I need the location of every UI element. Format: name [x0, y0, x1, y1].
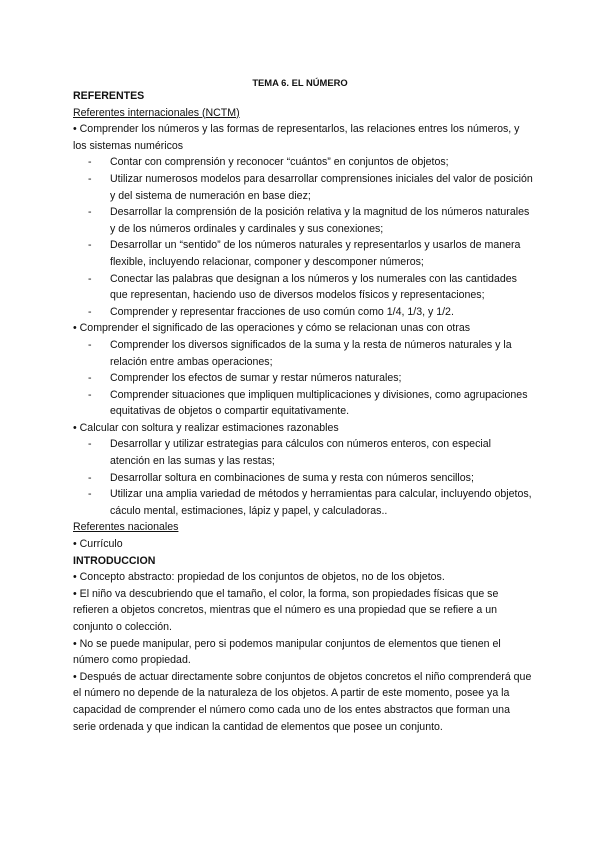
list-item: - Comprender y representar fracciones de uso común como 1/4, 1/3, y 1/2.	[73, 304, 533, 321]
nacionales-heading: Referentes nacionales	[73, 521, 179, 534]
list-item: - Utilizar numerosos modelos para desarrollar comprensiones iniciales del valor de posición y del sistema de numeración en base diez;	[73, 171, 533, 204]
intro-paragraph: • No se puede manipular, pero si podemos manipular conjuntos de elementos que tienen el número como propiedad.	[73, 637, 501, 667]
list-item: - Comprender los diversos significados de la suma y la resta de números naturales y la relación entre ambas operaciones;	[73, 337, 533, 370]
list-item: - Desarrollar la comprensión de la posición relativa y la magnitud de los números naturales y de los números ordinales y cardinales y sus conexiones;	[73, 204, 533, 237]
intro-paragraph: • El niño va descubriendo que el tamaño, el color, la forma, son propiedades físicas que se refieren a objetos concretos, mientras que el número es una propiedad que se refiere a un conjunto o colección.	[73, 587, 499, 633]
bullet-operaciones: • Comprender el significado de las operaciones y cómo se relacionan unas con otras	[73, 322, 471, 335]
bullet-calcular: • Calcular con soltura y realizar estimaciones razonables	[73, 421, 339, 434]
list-item: - Comprender situaciones que impliquen multiplicaciones y divisiones, como agrupaciones equitativas de objetos o compartir equitativamente.	[73, 387, 533, 420]
bullet-numeros: • Comprender los números y las formas de representarlos, las relaciones entres los números, y los sistemas numéricos	[73, 123, 520, 152]
document-body	[73, 88, 533, 735]
intro-paragraph: • Concepto abstracto: propiedad de los conjuntos de objetos, no de los objetos.	[73, 571, 445, 584]
list-item: - Contar con comprensión y reconocer “cuántos” en conjuntos de objetos;	[73, 154, 533, 171]
referentes-heading: REFERENTES	[73, 90, 145, 102]
page-title: TEMA 6. EL NÚMERO	[252, 77, 348, 88]
list-item: - Desarrollar un “sentido” de los números naturales y representarlos y usarlos de manera flexible, incluyendo relacionar, componer y descomponer números;	[73, 237, 533, 270]
list-item: - Utilizar una amplia variedad de métodos y herramientas para calcular, incluyendo objetos, cáculo mental, estimaciones, lápiz y papel, y calculadoras..	[73, 486, 533, 519]
list-item: - Desarrollar y utilizar estrategias para cálculos con números enteros, con especial atención en las sumas y las restas;	[73, 436, 533, 469]
list-item: - Comprender los efectos de sumar y restar números naturales;	[73, 370, 533, 387]
list-item: - Desarrollar soltura en combinaciones de suma y resta con números sencillos;	[73, 470, 533, 487]
bullet-curriculo: • Currículo	[73, 538, 123, 551]
list-item: - Conectar las palabras que designan a los números y los numerales con las cantidades que representan, haciendo uso de diversos modelos físicos y representaciones;	[73, 271, 533, 304]
internacionales-heading: Referentes internacionales (NCTM)	[73, 106, 240, 119]
introduccion-heading: INTRODUCCION	[73, 554, 156, 567]
intro-paragraph: • Después de actuar directamente sobre conjuntos de objetos concretos el niño comprenderá que el número no depende de la naturaleza de los objetos. A partir de este momento, posee ya la capacidad de comprender el número como cada uno de los entes abstractos que forman una serie ordenada y que indican la cantidad de elementos que posee un conjunto.	[73, 670, 532, 733]
